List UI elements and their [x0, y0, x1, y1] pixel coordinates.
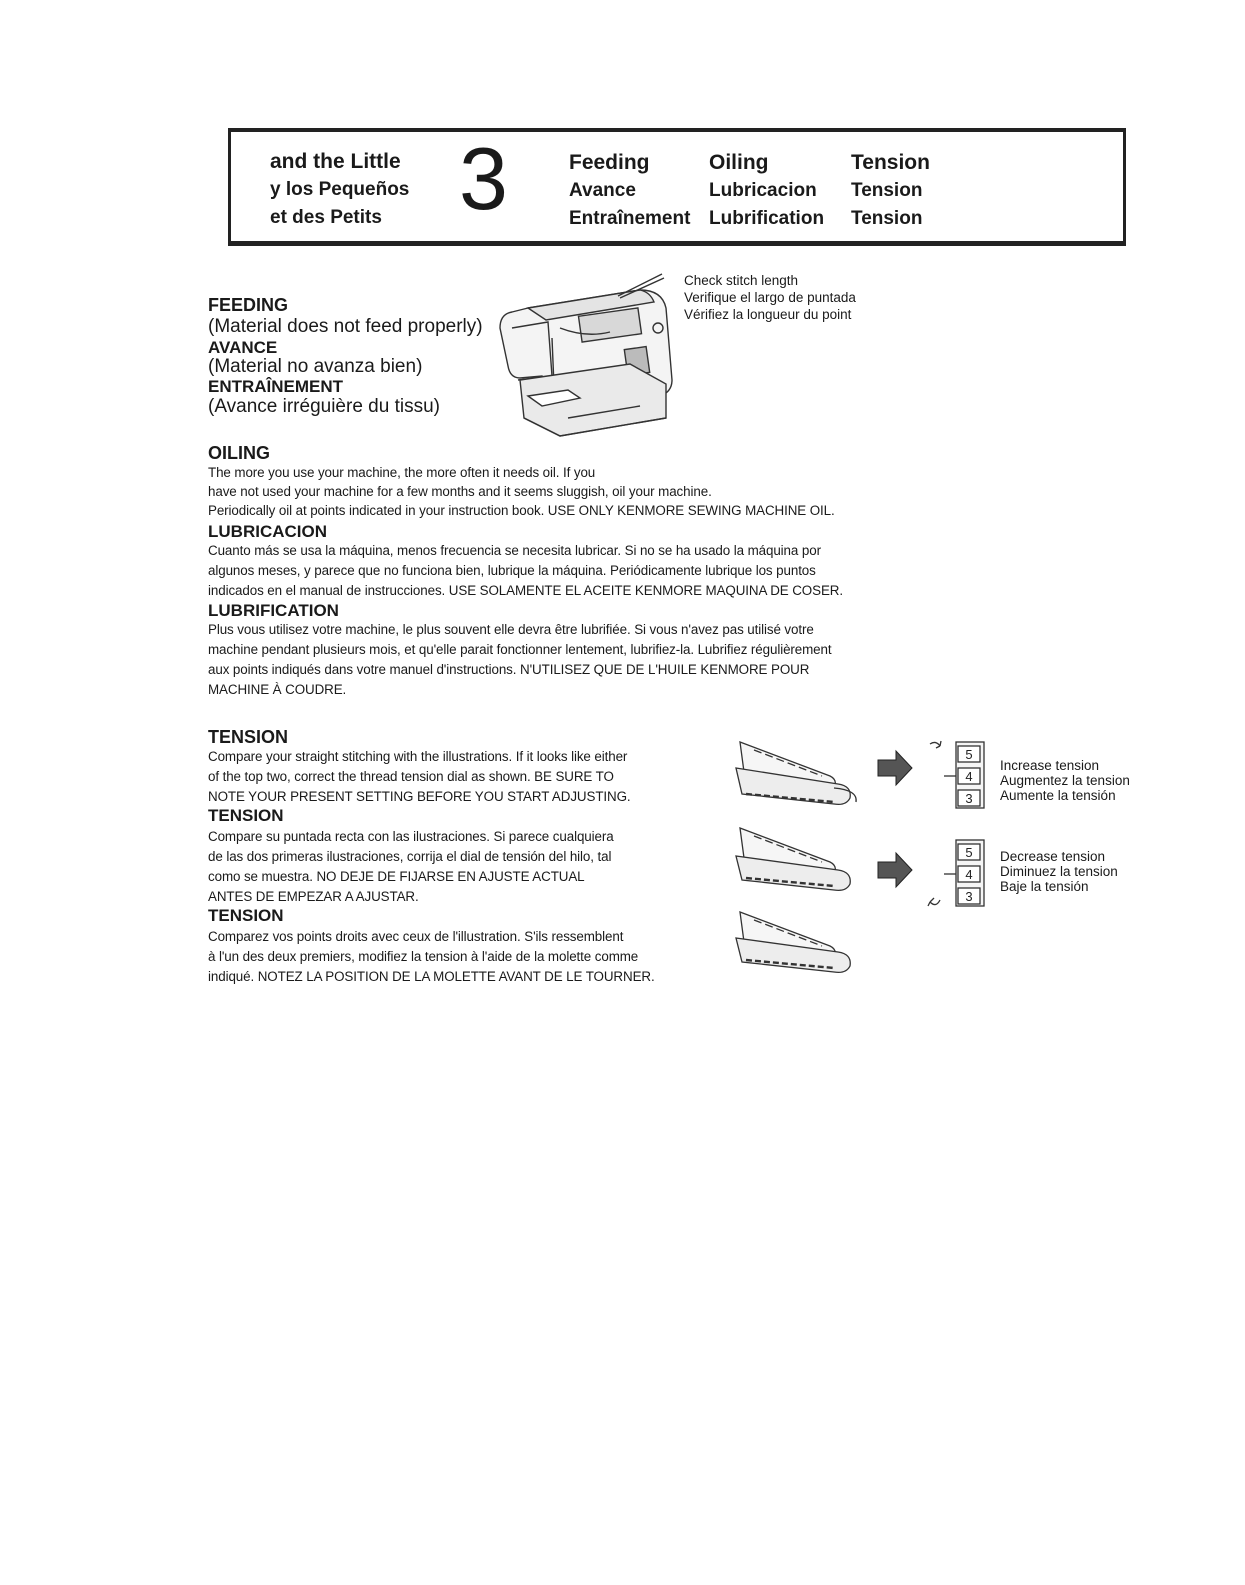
entrainement-text: (Avance irréguière du tissu)	[208, 396, 440, 417]
header-col2-line3: Entraînement	[569, 208, 691, 229]
dial-value-bottom: 3	[965, 791, 973, 806]
feeding-text: (Material does not feed properly)	[208, 316, 483, 337]
avance-title: AVANCE	[208, 338, 278, 357]
oiling-title: OILING	[208, 443, 270, 463]
oiling-en-line-1: The more you use your machine, the more often it needs oil. If you	[208, 465, 596, 480]
header-col4-line1: Tension	[851, 151, 930, 174]
arrow-right-icon	[876, 748, 914, 788]
stitch-sample-too-tight-illustration	[734, 820, 874, 896]
tension-es-line-3: como se muestra. NO DEJE DE FIJARSE EN AJUSTE ACTUAL	[208, 869, 585, 884]
lubricacion-title: LUBRICACION	[208, 522, 327, 541]
stitch-sample-too-loose-illustration	[734, 732, 874, 808]
oiling-es-line-2: algunos meses, y parece que no funciona bien, lubrique la máquina. Periódicamente lubrique los puntos	[208, 563, 816, 578]
tension-es-line-2: de las dos primeras ilustraciones, corrija el dial de tensión del hilo, tal	[208, 849, 612, 864]
header-col4-line3: Tension	[851, 208, 923, 229]
dial-value-top: 5	[965, 747, 973, 762]
oiling-en-line-2: have not used your machine for a few months and it seems sluggish, oil your machine.	[208, 484, 712, 499]
check-stitch-note-fr: Vérifiez la longueur du point	[684, 307, 852, 322]
entrainement-title: ENTRAÎNEMENT	[208, 377, 344, 396]
oiling-es-line-3: indicados en el manual de instrucciones. USE SOLAMENTE EL ACEITE KENMORE MAQUINA DE COSER.	[208, 583, 843, 598]
check-stitch-note-en: Check stitch length	[684, 273, 799, 288]
tension-fr-line-1: Comparez vos points droits avec ceux de l'illustration. S'ils ressemblent	[208, 929, 624, 944]
header-col4-line2: Tension	[851, 180, 923, 201]
header-col1-line2: y los Pequeños	[270, 179, 410, 200]
tension-fr-title: TENSION	[208, 906, 284, 925]
stitch-sample-correct-illustration	[734, 906, 874, 976]
tension-dial-increase-icon	[922, 738, 990, 812]
check-stitch-note-es: Verifique el largo de puntada	[684, 290, 856, 305]
decrease-tension-fr: Diminuez la tension	[1000, 864, 1118, 879]
avance-text: (Material no avanza bien)	[208, 356, 423, 377]
tension-title: TENSION	[208, 727, 289, 747]
oiling-en-line-3: Periodically oil at points indicated in your instruction book. USE ONLY KENMORE SEWING MACHINE OIL.	[208, 503, 835, 518]
oiling-fr-line-4: MACHINE À COUDRE.	[208, 682, 347, 697]
lubrification-title: LUBRIFICATION	[208, 601, 339, 620]
feeding-title: FEEDING	[208, 295, 289, 315]
header-box	[228, 128, 1126, 246]
header-col1-line1: and the Little	[270, 150, 401, 173]
dial-value-top: 5	[965, 845, 973, 860]
tension-es-title: TENSION	[208, 806, 284, 825]
tension-dial-decrease-icon	[922, 836, 990, 910]
dial-value-mid: 4	[965, 867, 973, 882]
tension-es-line-1: Compare su puntada recta con las ilustraciones. Si parece cualquiera	[208, 829, 614, 844]
increase-tension-es: Aumente la tensión	[1000, 788, 1116, 803]
tension-es-line-4: ANTES DE EMPEZAR A AJUSTAR.	[208, 889, 419, 904]
increase-tension-fr: Augmentez la tension	[1000, 773, 1130, 788]
increase-tension-en: Increase tension	[1000, 758, 1100, 773]
tension-en-line-1: Compare your straight stitching with the illustrations. If it looks like either	[208, 749, 628, 764]
sewing-machine-illustration	[490, 268, 680, 444]
header-col1-line3: et des Petits	[270, 207, 382, 228]
tension-en-line-3: NOTE YOUR PRESENT SETTING BEFORE YOU START ADJUSTING.	[208, 789, 631, 804]
decrease-tension-en: Decrease tension	[1000, 849, 1106, 864]
header-col3-line1: Oiling	[709, 151, 769, 174]
header-col3-line3: Lubrification	[709, 208, 825, 229]
arrow-right-icon	[876, 850, 914, 890]
dial-value-bottom: 3	[965, 889, 973, 904]
header-col2-line2: Avance	[569, 180, 636, 201]
header-col3-line2: Lubricacion	[709, 180, 817, 201]
tension-fr-line-2: à l'un des deux premiers, modifiez la tension à l'aide de la molette comme	[208, 949, 639, 964]
tension-en-line-2: of the top two, correct the thread tension dial as shown. BE SURE TO	[208, 769, 614, 784]
oiling-fr-line-3: aux points indiqués dans votre manuel d'instructions. N'UTILISEZ QUE DE L'HUILE KENMORE POUR	[208, 662, 810, 677]
oiling-fr-line-1: Plus vous utilisez votre machine, le plus souvent elle devra être lubrifiée. Si vous n'avez pas utilisé votre	[208, 622, 814, 637]
chapter-number: 3	[459, 129, 508, 228]
dial-value-mid: 4	[965, 769, 973, 784]
header-col2-line1: Feeding	[569, 151, 650, 174]
oiling-es-line-1: Cuanto más se usa la máquina, menos frecuencia se necesita lubricar. Si no se ha usado la máquina por	[208, 543, 821, 558]
oiling-fr-line-2: machine pendant plusieurs mois, et qu'elle parait fonctionner lentement, lubrifiez-la. Lubrifiez régulièrement	[208, 642, 832, 657]
decrease-tension-es: Baje la tensión	[1000, 879, 1089, 894]
tension-fr-line-3: indiqué. NOTEZ LA POSITION DE LA MOLETTE AVANT DE LE TOURNER.	[208, 969, 655, 984]
